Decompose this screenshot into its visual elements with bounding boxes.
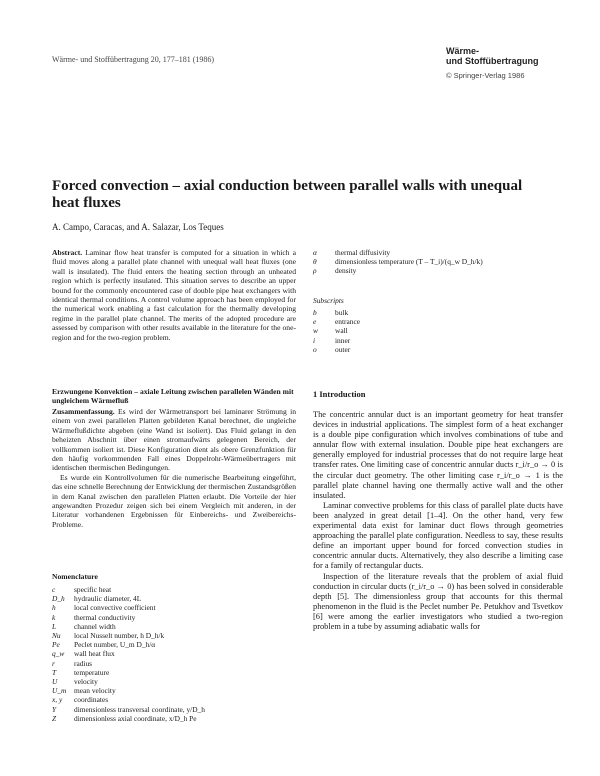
nomenclature-item: L channel width xyxy=(52,621,116,631)
subscript-item: e entrance xyxy=(313,317,361,327)
abstract-text: Laminar flow heat transfer is computed for a situation in which a fluid moves along a parallel plate channel with unequal wall heat fluxes (one wall is insulated). The fluid enters the heating section through an unheated region which is perfectly insulated. This situation serves to describe an upper bound for the commonly encountered case of double pipe heat exchangers with identical thermal conditions. A control volume approach has been employed for the numerical work enabling a fast calculation for the thermally developing regime in the parallel plate channel. The merits of the adopted procedure are assessed by comparison with other results available in the literature for the one-region and for the two-region problem. xyxy=(52,248,296,342)
nomenclature-item: U velocity xyxy=(52,677,98,687)
paper-authors: A. Campo, Caracas, and A. Salazar, Los Teques xyxy=(52,222,224,232)
introduction-heading: 1 Introduction xyxy=(313,389,366,399)
nomenclature-item: Pe Peclet number, U_m D_h/α xyxy=(52,640,156,650)
german-para1: Es wird der Wärmetransport bei laminarer Strömung in einem von zwei parallelen Platten gebildeten Kanal berechnet, die ungleiche Wärmeflußdichte abgeben (eine Wand ist isoliert). Das Fluid gelangt in den beheizten Abschnitt über einen stromaufwärts gelegenen Bereich, der vollkommen isoliert ist. Diese Konfiguration dient als obere Grenzfunktion für den häufig vorkommenden Fall eines Doppelrohr-Wärmeübertragers mit identischen thermischen Bedingungen. xyxy=(52,407,296,473)
journal-citation: Wärme- und Stoffübertragung 20, 177–181 (1986) xyxy=(52,55,215,64)
nomenclature-item: r radius xyxy=(52,658,93,668)
greek-item: ρ density xyxy=(313,266,357,276)
nomenclature-item: c specific heat xyxy=(52,585,112,594)
subscript-item: b bulk xyxy=(313,308,349,317)
nomenclature-item: Nu local Nusselt number, h D_h/k xyxy=(52,631,165,641)
nomenclature-item: h local convective coefficient xyxy=(52,603,156,613)
greek-item: θ dimensionless temperature (T – T_i)/(q_w D_h/k) xyxy=(313,257,483,267)
nomenclature-heading: Nomenclature xyxy=(52,572,98,581)
nomenclature-item: q_w wall heat flux xyxy=(52,649,115,659)
subscripts-list xyxy=(313,308,563,354)
german-summary xyxy=(52,407,296,529)
paper-title: Forced convection – axial conduction between parallel walls with unequal heat fluxes xyxy=(52,178,523,211)
greek-item: α thermal diffusivity xyxy=(313,248,391,257)
nomenclature-item: x, y coordinates xyxy=(52,695,109,705)
nomenclature-item: U_m mean velocity xyxy=(52,686,116,696)
abstract-label: Abstract. xyxy=(52,248,83,257)
introduction-body xyxy=(313,410,563,632)
greek-symbols xyxy=(313,248,563,276)
journal-masthead xyxy=(446,46,566,81)
publisher-line: © Springer-Verlag 1986 xyxy=(446,71,525,80)
subscript-item: w wall xyxy=(313,326,348,336)
subscripts-heading: Subscripts xyxy=(313,296,344,305)
journal-name-line2: und Stoffübertragung xyxy=(446,56,539,66)
german-label: Zusammenfassung. xyxy=(52,407,115,416)
nomenclature-item: D_h hydraulic diameter, 4L xyxy=(52,594,142,604)
intro-para1: The concentric annular duct is an important geometry for heat transfer devices in industrial applications. The simplest form of a heat exchanger is a double pipe configuration which involves combinations of tube and annular flow with external insulation. Double pipe heat exchangers are generally employed for industrial processes that do not require large heat transfer rates. One limiting case of concentric annular ducts r_i/r_o → 0 is the circular duct geometry. The other limiting case r_i/r_o → 1 is the parallel plate channel having one thermally active wall and the other insulated. xyxy=(313,410,563,500)
nomenclature-item: T temperature xyxy=(52,667,110,677)
nomenclature-list xyxy=(52,585,296,723)
subscript-item: i inner xyxy=(313,335,351,345)
intro-para2: Laminar convective problems for this class of parallel plate ducts have been analyzed in great detail [1–4]. On the other hand, very few experimental data exist for laminar duct flows through geometries approaching the parallel plate configuration. Needless to say, these results define an important upper bound for forced convection studies in concentric annular ducts. Alternatively, they also describe a limiting case for a family of rectangular ducts. xyxy=(313,500,563,571)
german-para2: Es wurde ein Kontrollvolumen für die numerische Bearbeitung eingeführt, das eine schnelle Berechnung der Entwicklung der thermischen Zustandsgrößen in dem Kanal zwischen den parallelen Platten erlaubt. Die Vorteile der hier angewandten Prozedur zeigen sich bei einem Vergleich mit anderen, in der Literatur vorhandenen Ergebnissen für Einbereichs- und Zweibereichs-Probleme. xyxy=(52,472,296,529)
german-heading: Erzwungene Konvektion – axiale Leitung zwischen parallelen Wänden mit ungleichem Wärmefluß xyxy=(52,387,294,406)
journal-name-line1: Wärme- xyxy=(446,46,480,56)
intro-para3: Inspection of the literature reveals that the problem of axial fluid conduction in circular ducts (r_i/r_o → 0) has been solved in considerable depth [5]. The dimensionless group that accounts for this thermal phenomenon in the fluid is the Peclet number Pe. Petukhov and Tsvetkov [6] were among the earlier investigators who studied a two-region problem in a tube by assuming adiabatic walls for xyxy=(313,571,563,631)
nomenclature-item: Z dimensionless axial coordinate, x/D_h Pe xyxy=(52,713,197,723)
nomenclature-item: k thermal conductivity xyxy=(52,612,136,622)
subscript-item: o outer xyxy=(313,344,351,354)
nomenclature-item: Y dimensionless transversal coordinate, y/D_h xyxy=(52,704,205,714)
abstract xyxy=(52,248,296,342)
